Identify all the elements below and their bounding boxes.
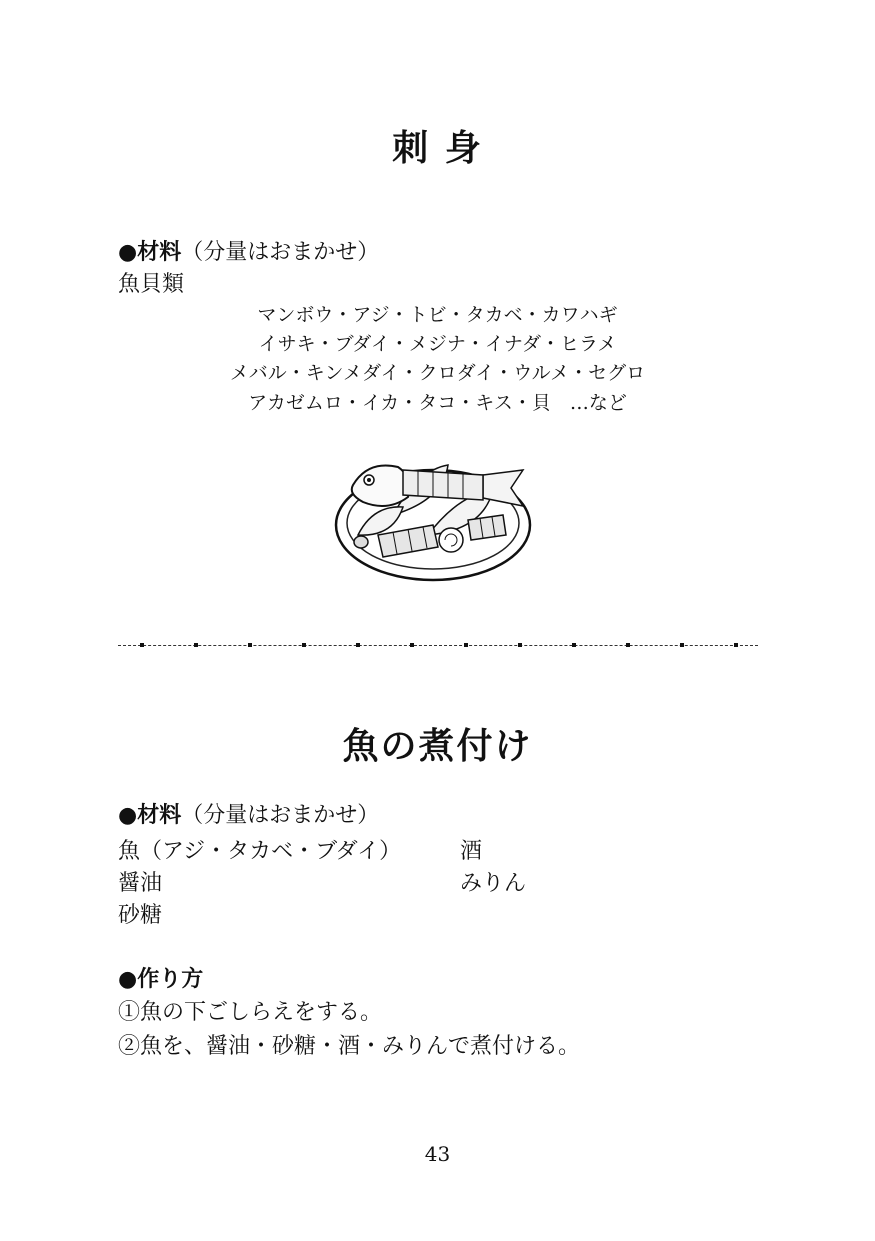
ingredients-heading bbox=[118, 798, 379, 829]
fish-list-line: アカゼムロ・イカ・タコ・キス・貝 …など bbox=[248, 392, 627, 414]
seafood-category: 魚貝類 bbox=[118, 272, 185, 297]
method-step: ②魚を、醤油・砂糖・酒・みりんで煮付ける。 bbox=[118, 1034, 581, 1059]
fish-list-line: イサキ・ブダイ・メジナ・イナダ・ヒラメ bbox=[258, 333, 617, 355]
ingredients-label: ●材料 bbox=[118, 240, 182, 265]
ingredient-item: 魚（アジ・タカベ・ブダイ） bbox=[118, 839, 402, 864]
sashimi-platter-illustration bbox=[333, 440, 543, 590]
ingredients-note: （分量はおまかせ） bbox=[181, 240, 380, 265]
method-heading bbox=[118, 962, 203, 993]
ingredients-note: （分量はおまかせ） bbox=[181, 803, 380, 828]
ingredient-item: みりん bbox=[460, 871, 527, 896]
fish-list-line: メバル・キンメダイ・クロダイ・ウルメ・セグロ bbox=[229, 362, 646, 384]
ingredient-item: 醤油 bbox=[118, 871, 163, 896]
section-divider-dots bbox=[118, 642, 758, 648]
ingredients-label: ●材料 bbox=[118, 803, 182, 828]
ingredients-heading bbox=[118, 235, 379, 266]
page-title-nitsuke: 魚の煮付け bbox=[342, 726, 533, 767]
method-step: ①魚の下ごしらえをする。 bbox=[118, 1000, 383, 1025]
fish-list-line: マンボウ・アジ・トビ・タカベ・カワハギ bbox=[257, 304, 618, 326]
ingredient-item: 酒 bbox=[460, 839, 483, 864]
ingredient-item: 砂糖 bbox=[118, 903, 163, 928]
method-label: ●作り方 bbox=[118, 967, 204, 992]
page-title-sashimi: 刺 身 bbox=[392, 128, 483, 169]
page-number: 43 bbox=[424, 1142, 451, 1166]
